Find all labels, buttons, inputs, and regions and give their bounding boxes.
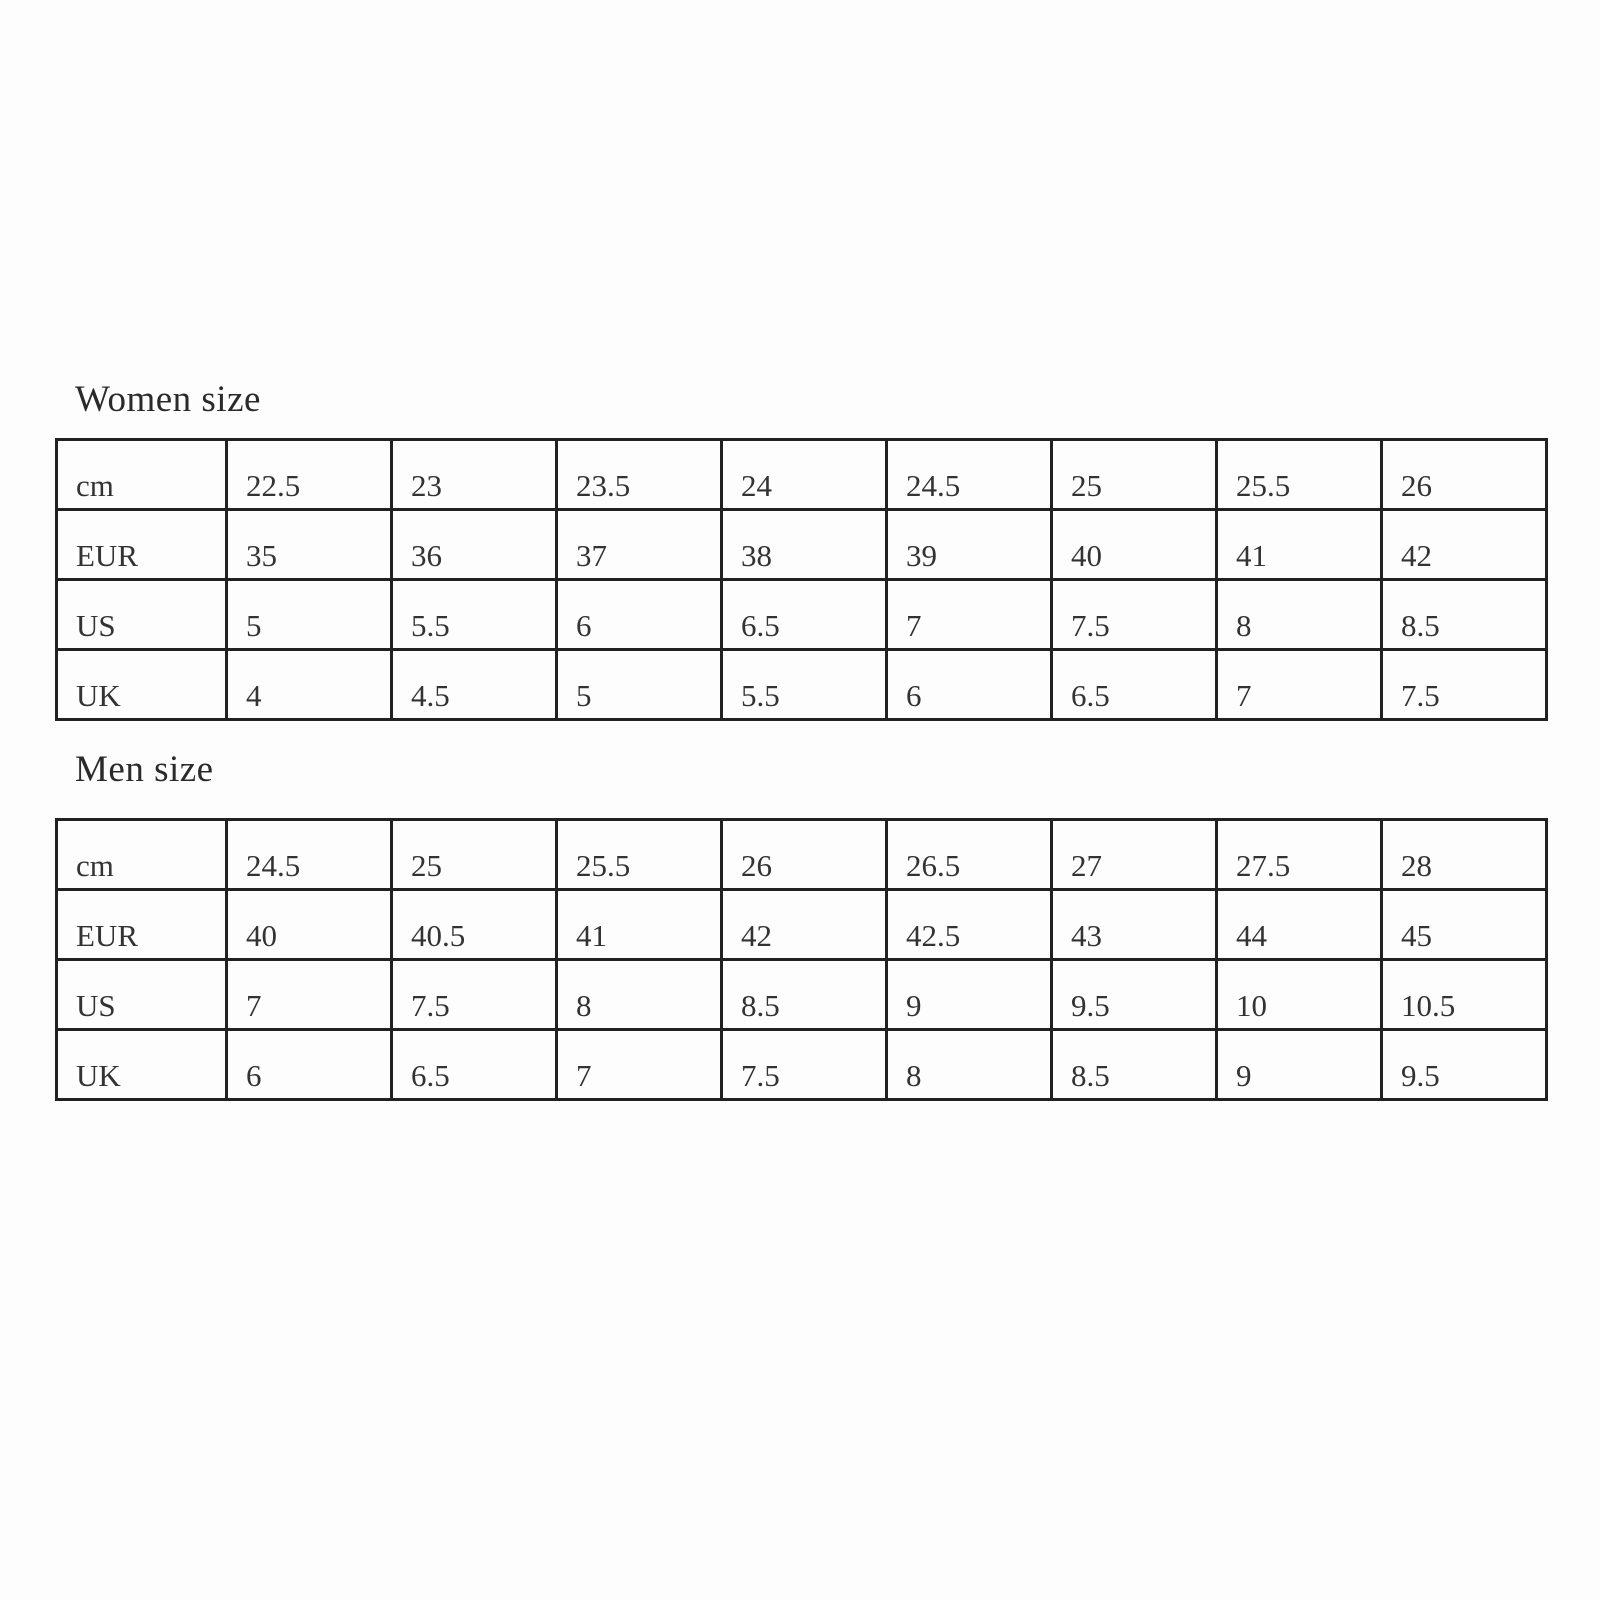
table-row — [57, 580, 1547, 650]
size-value-cell: 25 — [392, 820, 557, 890]
size-value-cell: 5.5 — [392, 580, 557, 650]
size-value-cell: 5 — [557, 650, 722, 720]
size-value-cell: 6 — [557, 580, 722, 650]
row-label-cell: US — [57, 960, 227, 1030]
size-value-cell: 44 — [1217, 890, 1382, 960]
size-value-cell: 40.5 — [392, 890, 557, 960]
women-size-table — [55, 438, 1548, 721]
table-row — [57, 650, 1547, 720]
size-value-cell: 26 — [1382, 440, 1547, 510]
size-value-cell: 24.5 — [887, 440, 1052, 510]
size-value-cell: 6.5 — [722, 580, 887, 650]
size-value-cell: 28 — [1382, 820, 1547, 890]
size-value-cell: 8 — [557, 960, 722, 1030]
size-value-cell: 35 — [227, 510, 392, 580]
size-value-cell: 45 — [1382, 890, 1547, 960]
size-value-cell: 9 — [1217, 1030, 1382, 1100]
table-row — [57, 510, 1547, 580]
size-value-cell: 6 — [887, 650, 1052, 720]
men-size-table — [55, 818, 1548, 1101]
size-value-cell: 40 — [1052, 510, 1217, 580]
size-value-cell: 4.5 — [392, 650, 557, 720]
size-value-cell: 42 — [1382, 510, 1547, 580]
size-value-cell: 10 — [1217, 960, 1382, 1030]
size-value-cell: 6.5 — [1052, 650, 1217, 720]
size-value-cell: 7 — [557, 1030, 722, 1100]
size-value-cell: 4 — [227, 650, 392, 720]
size-value-cell: 7 — [227, 960, 392, 1030]
row-label-cell: UK — [57, 650, 227, 720]
row-label-cell: cm — [57, 820, 227, 890]
size-value-cell: 23 — [392, 440, 557, 510]
row-label-cell: UK — [57, 1030, 227, 1100]
size-value-cell: 8.5 — [1052, 1030, 1217, 1100]
size-value-cell: 27 — [1052, 820, 1217, 890]
size-value-cell: 9 — [887, 960, 1052, 1030]
size-value-cell: 5 — [227, 580, 392, 650]
size-value-cell: 7.5 — [1052, 580, 1217, 650]
size-value-cell: 5.5 — [722, 650, 887, 720]
size-value-cell: 24 — [722, 440, 887, 510]
row-label-cell: EUR — [57, 510, 227, 580]
size-value-cell: 27.5 — [1217, 820, 1382, 890]
size-value-cell: 8 — [1217, 580, 1382, 650]
table-row — [57, 960, 1547, 1030]
size-value-cell: 25 — [1052, 440, 1217, 510]
row-label-cell: US — [57, 580, 227, 650]
size-value-cell: 6.5 — [392, 1030, 557, 1100]
size-value-cell: 7.5 — [722, 1030, 887, 1100]
table-row — [57, 820, 1547, 890]
row-label-cell: EUR — [57, 890, 227, 960]
size-value-cell: 22.5 — [227, 440, 392, 510]
table-row — [57, 890, 1547, 960]
size-value-cell: 24.5 — [227, 820, 392, 890]
size-value-cell: 37 — [557, 510, 722, 580]
size-value-cell: 23.5 — [557, 440, 722, 510]
size-value-cell: 10.5 — [1382, 960, 1547, 1030]
size-value-cell: 7 — [887, 580, 1052, 650]
size-value-cell: 8 — [887, 1030, 1052, 1100]
size-value-cell: 7.5 — [1382, 650, 1547, 720]
size-value-cell: 26 — [722, 820, 887, 890]
size-value-cell: 7 — [1217, 650, 1382, 720]
size-value-cell: 9.5 — [1382, 1030, 1547, 1100]
size-value-cell: 42 — [722, 890, 887, 960]
size-value-cell: 41 — [1217, 510, 1382, 580]
table-row — [57, 440, 1547, 510]
size-value-cell: 26.5 — [887, 820, 1052, 890]
size-value-cell: 8.5 — [1382, 580, 1547, 650]
size-value-cell: 36 — [392, 510, 557, 580]
size-value-cell: 25.5 — [557, 820, 722, 890]
size-value-cell: 40 — [227, 890, 392, 960]
men-size-title: Men size — [75, 749, 214, 790]
size-value-cell: 25.5 — [1217, 440, 1382, 510]
size-value-cell: 9.5 — [1052, 960, 1217, 1030]
size-value-cell: 6 — [227, 1030, 392, 1100]
size-value-cell: 38 — [722, 510, 887, 580]
size-value-cell: 42.5 — [887, 890, 1052, 960]
size-value-cell: 7.5 — [392, 960, 557, 1030]
row-label-cell: cm — [57, 440, 227, 510]
size-value-cell: 8.5 — [722, 960, 887, 1030]
size-value-cell: 39 — [887, 510, 1052, 580]
women-size-title: Women size — [75, 379, 261, 420]
size-value-cell: 41 — [557, 890, 722, 960]
size-value-cell: 43 — [1052, 890, 1217, 960]
table-row — [57, 1030, 1547, 1100]
